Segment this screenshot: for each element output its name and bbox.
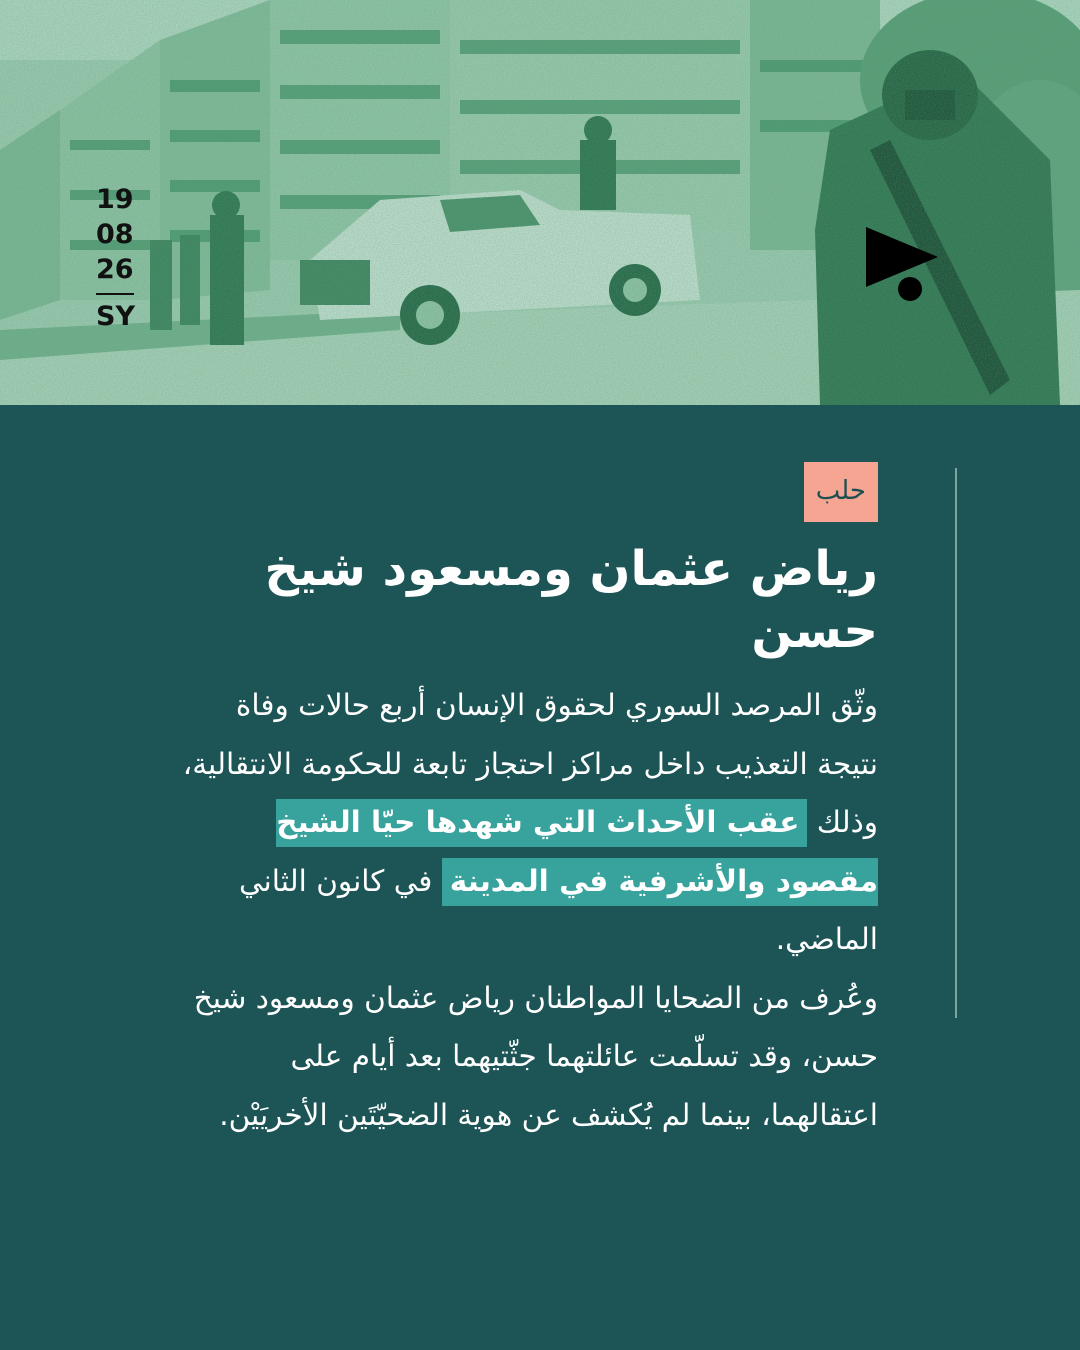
flag-play-logo-icon bbox=[862, 225, 942, 305]
article-body bbox=[178, 676, 878, 1144]
body-text-date: في كانون الثاني الماضي. bbox=[238, 863, 878, 956]
highlighted-text: عقب الأحداث التي شهدها حيّا الشيخ مقصود والأشرفية في المدينة bbox=[276, 799, 878, 906]
country-code: SY bbox=[96, 301, 135, 332]
street-scene-photo bbox=[0, 0, 1080, 405]
date-divider bbox=[96, 293, 134, 295]
header-photo bbox=[0, 0, 1080, 405]
body-text-victims: وعُرف من الضحايا المواطنان رياض عثمان ومسعود شيخ حسن، وقد تسلّمت عائلتهما جثّتيهما بعد أيام على اعتقالهما، بينما لم يُكشف عن هوية الضحيّتَين الأخريَيْن. bbox=[193, 980, 878, 1132]
article bbox=[178, 462, 878, 1144]
date-day: 19 bbox=[96, 184, 134, 215]
vertical-divider bbox=[955, 468, 957, 1018]
region-tag: حلب bbox=[804, 462, 878, 522]
date-month: 08 bbox=[96, 219, 134, 250]
headline: رياض عثمان ومسعود شيخ حسن bbox=[264, 541, 878, 659]
date-year: 26 bbox=[96, 254, 134, 285]
body-text-intro: وثّق المرصد السوري لحقوق الإنسان أربع حالات وفاة نتيجة التعذيب داخل مراكز احتجاز تابعة للحكومة الانتقالية، وذلك bbox=[182, 688, 878, 839]
date-block bbox=[96, 182, 136, 334]
